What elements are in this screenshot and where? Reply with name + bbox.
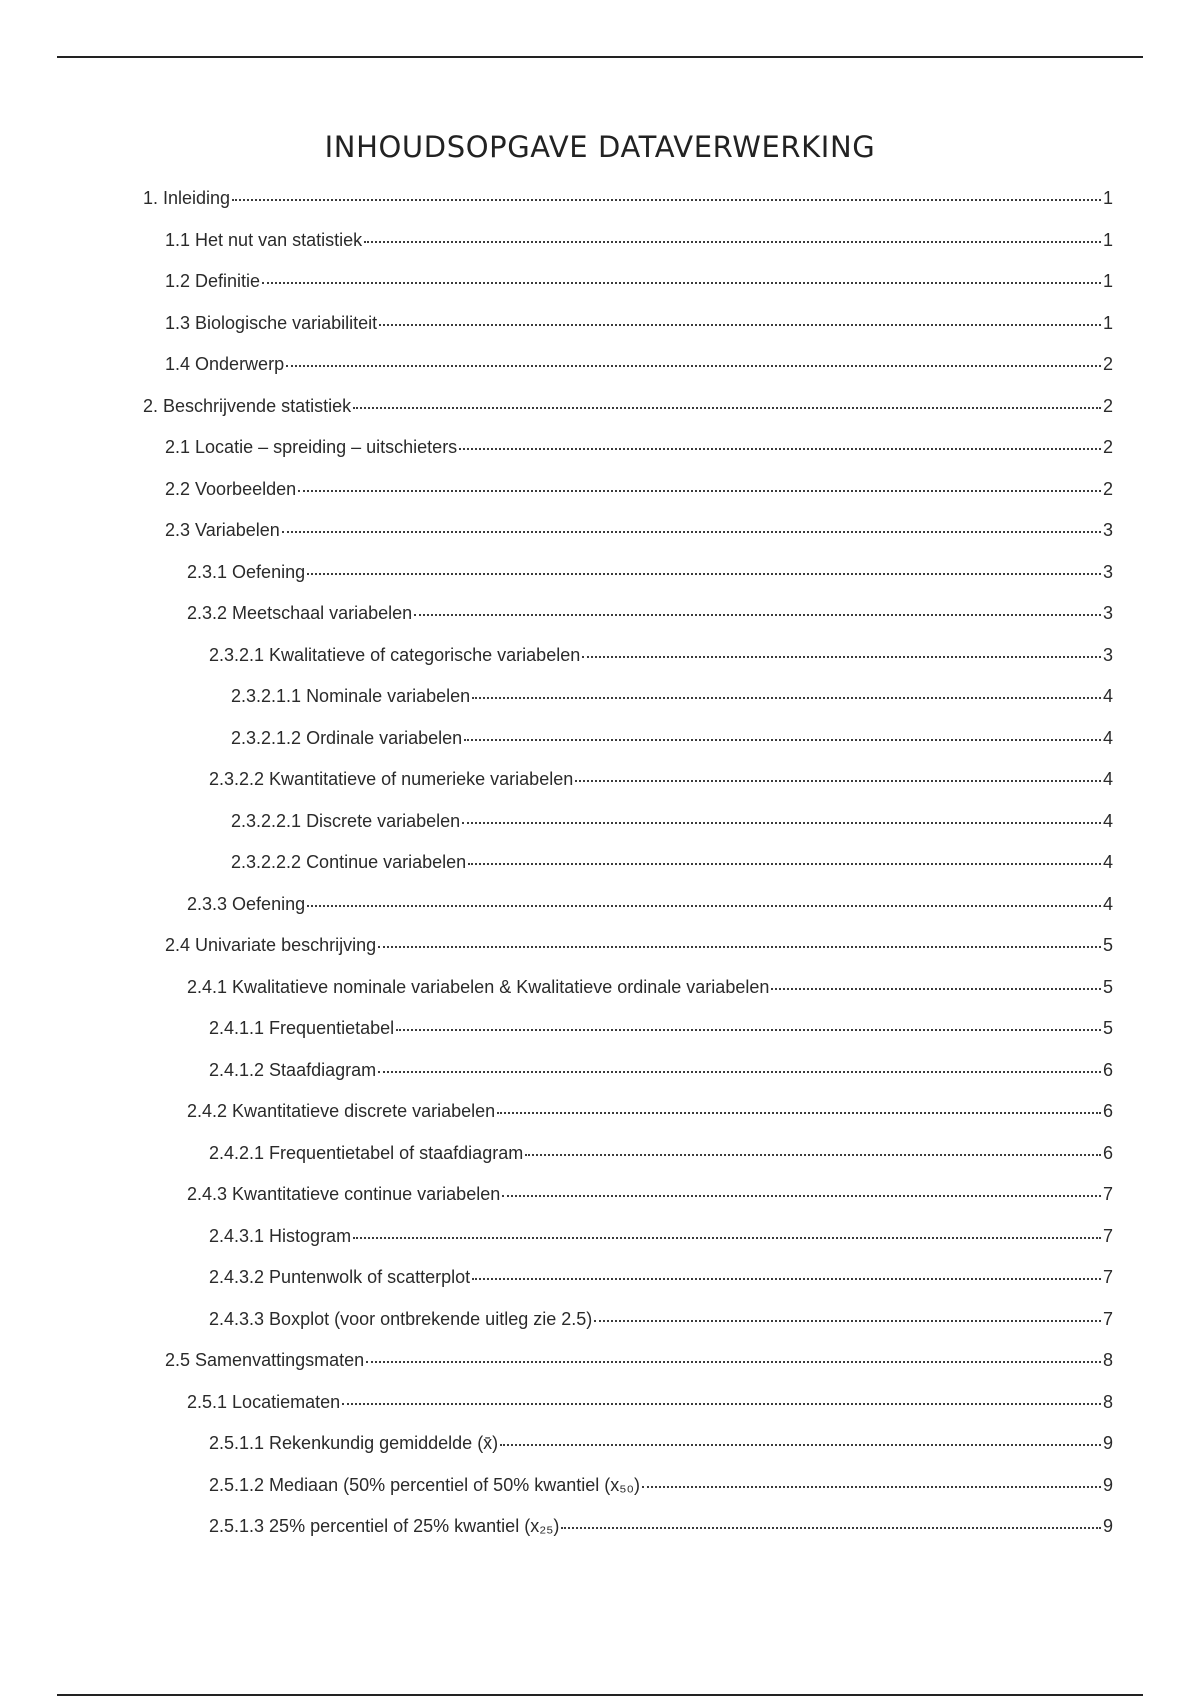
toc-entry-title: Kwantitatieve continue variabelen [232, 1184, 501, 1204]
toc-dot-leader [353, 405, 1101, 409]
toc-entry[interactable] [187, 884, 1113, 926]
toc-dot-leader [232, 197, 1101, 201]
toc-entry-title: Definitie [195, 271, 261, 291]
toc-entry-page-number: 1 [1102, 312, 1113, 333]
toc-entry-page-number: 3 [1102, 520, 1113, 540]
toc-entry-title: Biologische variabiliteit [195, 312, 378, 333]
toc-entry-page-number: 8 [1102, 1350, 1113, 1370]
toc-entry-page-number: 5 [1102, 976, 1113, 997]
toc-entry-title: Histogram [269, 1225, 352, 1246]
toc-entry-title: Oefening [232, 893, 306, 914]
toc-entry-page-number: 5 [1102, 935, 1113, 955]
toc-entry[interactable] [187, 552, 1113, 594]
toc-entry[interactable] [187, 593, 1113, 635]
toc-entry-page-number: 2 [1102, 395, 1113, 416]
toc-entry[interactable] [165, 344, 1113, 386]
toc-entry[interactable] [143, 386, 1113, 428]
toc-entry-title: Frequentietabel [269, 1018, 395, 1038]
toc-entry-title: Staafdiagram [269, 1059, 377, 1080]
toc-entry-page-number: 7 [1102, 1184, 1113, 1204]
toc-dot-leader [575, 778, 1101, 782]
toc-entry-number: 2.5 [165, 1350, 191, 1370]
toc-entry[interactable] [187, 1174, 1113, 1216]
toc-entry-number: 1.3 [165, 312, 191, 333]
toc-entry-title: Kwantitatieve discrete variabelen [232, 1101, 496, 1121]
toc-dot-leader [642, 1484, 1101, 1488]
bottom-rule [57, 1694, 1143, 1696]
toc-entry-title: Ordinale variabelen [306, 727, 463, 748]
toc-entry-page-number: 4 [1102, 852, 1113, 872]
toc-entry-title: Puntenwolk of scatterplot [269, 1267, 471, 1287]
toc-entry-number: 2.3.2 [187, 603, 228, 623]
table-of-contents [0, 178, 1200, 1548]
toc-entry-number: 2.3.1 [187, 561, 228, 582]
toc-dot-leader [582, 654, 1101, 658]
toc-entry-page-number: 5 [1102, 1018, 1113, 1038]
toc-entry-title: Variabelen [195, 520, 280, 540]
toc-entry[interactable] [209, 1465, 1113, 1507]
toc-entry-page-number: 4 [1102, 810, 1113, 831]
toc-entry-title: Mediaan (50% percentiel of 50% kwantiel (x₅₀) [269, 1474, 640, 1495]
toc-entry-number: 2.4.3 [187, 1184, 228, 1204]
toc-entry-page-number: 7 [1102, 1267, 1113, 1287]
toc-dot-leader [459, 446, 1101, 450]
toc-entry-page-number: 3 [1102, 603, 1113, 623]
toc-dot-leader [378, 1069, 1101, 1073]
toc-entry[interactable] [209, 1008, 1113, 1050]
toc-entry-title: Locatie – spreiding – uitschieters [195, 437, 458, 457]
toc-dot-leader [472, 695, 1101, 699]
toc-entry[interactable] [187, 1091, 1113, 1133]
toc-dot-leader [342, 1401, 1101, 1405]
toc-entry-number: 1.1 [165, 229, 191, 250]
toc-entry[interactable] [165, 925, 1113, 967]
toc-entry-number: 2.4.3.1 [209, 1225, 265, 1246]
toc-entry-number: 2.4.3.2 [209, 1267, 265, 1287]
toc-dot-leader [378, 944, 1101, 948]
toc-dot-leader [307, 903, 1101, 907]
toc-entry[interactable] [209, 1506, 1113, 1548]
toc-entry-number: 2.3.2.2.1 [231, 810, 302, 831]
toc-entry-number: 2.3.2.1.2 [231, 727, 302, 748]
toc-entry-number: 2.4.3.3 [209, 1308, 265, 1329]
toc-entry[interactable] [231, 801, 1113, 843]
toc-entry-page-number: 1 [1102, 229, 1113, 250]
toc-entry[interactable] [209, 1133, 1113, 1175]
toc-entry-number: 2.5.1.3 [209, 1516, 265, 1536]
toc-dot-leader [464, 737, 1101, 741]
toc-entry-number: 2.3.2.1.1 [231, 686, 302, 706]
toc-entry[interactable] [165, 261, 1113, 303]
toc-entry[interactable] [165, 1340, 1113, 1382]
toc-dot-leader [366, 1359, 1101, 1363]
toc-entry-number: 2.3.2.2.2 [231, 852, 302, 872]
toc-entry[interactable] [209, 759, 1113, 801]
top-rule [57, 56, 1143, 58]
toc-entry-page-number: 4 [1102, 686, 1113, 706]
toc-entry-number: 2.4.1.1 [209, 1018, 265, 1038]
toc-dot-leader [262, 280, 1101, 284]
toc-dot-leader [286, 363, 1101, 367]
toc-entry[interactable] [231, 676, 1113, 718]
toc-entry-number: 1. [143, 188, 159, 208]
toc-entry-title: Continue variabelen [306, 852, 467, 872]
toc-entry-title: 25% percentiel of 25% kwantiel (x₂₅) [269, 1516, 560, 1536]
toc-entry[interactable] [209, 1050, 1113, 1092]
toc-dot-leader [500, 1442, 1101, 1446]
toc-entry[interactable] [165, 303, 1113, 345]
toc-entry-title: Univariate beschrijving [195, 935, 377, 955]
toc-entry[interactable] [165, 510, 1113, 552]
toc-entry-page-number: 4 [1102, 727, 1113, 748]
toc-dot-leader [298, 488, 1101, 492]
toc-entry-number: 2.3.2.1 [209, 644, 265, 665]
toc-entry-title: Kwalitatieve nominale variabelen & Kwalitatieve ordinale variabelen [232, 976, 770, 997]
toc-entry-page-number: 9 [1102, 1516, 1113, 1536]
toc-entry[interactable] [187, 1382, 1113, 1424]
toc-entry-number: 2.5.1.1 [209, 1433, 265, 1453]
toc-entry-number: 2.1 [165, 437, 191, 457]
toc-entry-number: 2.2 [165, 478, 191, 499]
toc-entry-page-number: 6 [1102, 1142, 1113, 1163]
toc-entry-title: Onderwerp [195, 354, 285, 374]
toc-entry-page-number: 2 [1102, 354, 1113, 374]
toc-entry-number: 2.4.2.1 [209, 1142, 265, 1163]
toc-entry-number: 1.4 [165, 354, 191, 374]
toc-entry-title: Beschrijvende statistiek [163, 395, 352, 416]
toc-entry-title: Frequentietabel of staafdiagram [269, 1142, 524, 1163]
toc-dot-leader [282, 529, 1101, 533]
toc-entry-title: Oefening [232, 561, 306, 582]
toc-entry-title: Kwantitatieve of numerieke variabelen [269, 769, 574, 789]
toc-entry-title: Meetschaal variabelen [232, 603, 413, 623]
toc-entry-page-number: 3 [1102, 561, 1113, 582]
toc-entry-number: 2.5.1 [187, 1391, 228, 1412]
toc-dot-leader [525, 1152, 1101, 1156]
toc-entry-page-number: 9 [1102, 1474, 1113, 1495]
toc-entry[interactable] [165, 427, 1113, 469]
toc-entry-title: Boxplot (voor ontbrekende uitleg zie 2.5) [269, 1308, 593, 1329]
toc-dot-leader [561, 1525, 1101, 1529]
toc-entry-title: Samenvattingsmaten [195, 1350, 365, 1370]
toc-entry-number: 2.4.2 [187, 1101, 228, 1121]
toc-entry-number: 2.3.3 [187, 893, 228, 914]
toc-entry-title: Inleiding [163, 188, 231, 208]
toc-entry-title: Kwalitatieve of categorische variabelen [269, 644, 581, 665]
toc-entry-title: Het nut van statistiek [195, 229, 363, 250]
toc-entry-title: Locatiematen [232, 1391, 341, 1412]
toc-entry-page-number: 7 [1102, 1308, 1113, 1329]
toc-dot-leader [462, 820, 1101, 824]
toc-entry[interactable] [209, 1299, 1113, 1341]
toc-entry-page-number: 1 [1102, 188, 1113, 208]
toc-entry-page-number: 4 [1102, 893, 1113, 914]
toc-dot-leader [472, 1276, 1101, 1280]
toc-entry-page-number: 7 [1102, 1225, 1113, 1246]
toc-dot-leader [497, 1110, 1101, 1114]
toc-entry-title: Voorbeelden [195, 478, 297, 499]
toc-entry[interactable] [209, 1216, 1113, 1258]
toc-entry-title: Discrete variabelen [306, 810, 461, 831]
toc-entry-number: 2.4.1.2 [209, 1059, 265, 1080]
toc-dot-leader [594, 1318, 1101, 1322]
toc-entry-number: 2.5.1.2 [209, 1474, 265, 1495]
toc-entry-number: 2. [143, 395, 159, 416]
toc-entry-number: 2.4 [165, 935, 191, 955]
toc-dot-leader [396, 1027, 1101, 1031]
toc-entry-page-number: 2 [1102, 478, 1113, 499]
toc-entry-page-number: 8 [1102, 1391, 1113, 1412]
toc-entry[interactable] [143, 178, 1113, 220]
toc-entry-title: Rekenkundig gemiddelde (x̄) [269, 1433, 499, 1453]
toc-entry-number: 1.2 [165, 271, 191, 291]
toc-entry[interactable] [209, 1257, 1113, 1299]
toc-dot-leader [468, 861, 1101, 865]
toc-entry-title: Nominale variabelen [306, 686, 471, 706]
toc-entry[interactable] [187, 967, 1113, 1009]
toc-entry-page-number: 4 [1102, 769, 1113, 789]
toc-dot-leader [502, 1193, 1101, 1197]
toc-dot-leader [414, 612, 1101, 616]
toc-entry-page-number: 6 [1102, 1059, 1113, 1080]
toc-entry[interactable] [231, 718, 1113, 760]
toc-entry[interactable] [165, 469, 1113, 511]
toc-entry-number: 2.3.2.2 [209, 769, 265, 789]
toc-entry[interactable] [209, 635, 1113, 677]
toc-dot-leader [307, 571, 1101, 575]
toc-dot-leader [364, 239, 1101, 243]
toc-entry-page-number: 6 [1102, 1101, 1113, 1121]
toc-dot-leader [353, 1235, 1101, 1239]
toc-entry-number: 2.4.1 [187, 976, 228, 997]
toc-entry-page-number: 9 [1102, 1433, 1113, 1453]
toc-entry[interactable] [165, 220, 1113, 262]
toc-entry[interactable] [231, 842, 1113, 884]
toc-entry-number: 2.3 [165, 520, 191, 540]
toc-entry-page-number: 1 [1102, 271, 1113, 291]
toc-dot-leader [771, 986, 1101, 990]
page-title: INHOUDSOPGAVE DATAVERWERKING [324, 130, 876, 164]
toc-entry[interactable] [209, 1423, 1113, 1465]
toc-entry-page-number: 2 [1102, 437, 1113, 457]
toc-dot-leader [379, 322, 1101, 326]
toc-entry-page-number: 3 [1102, 644, 1113, 665]
